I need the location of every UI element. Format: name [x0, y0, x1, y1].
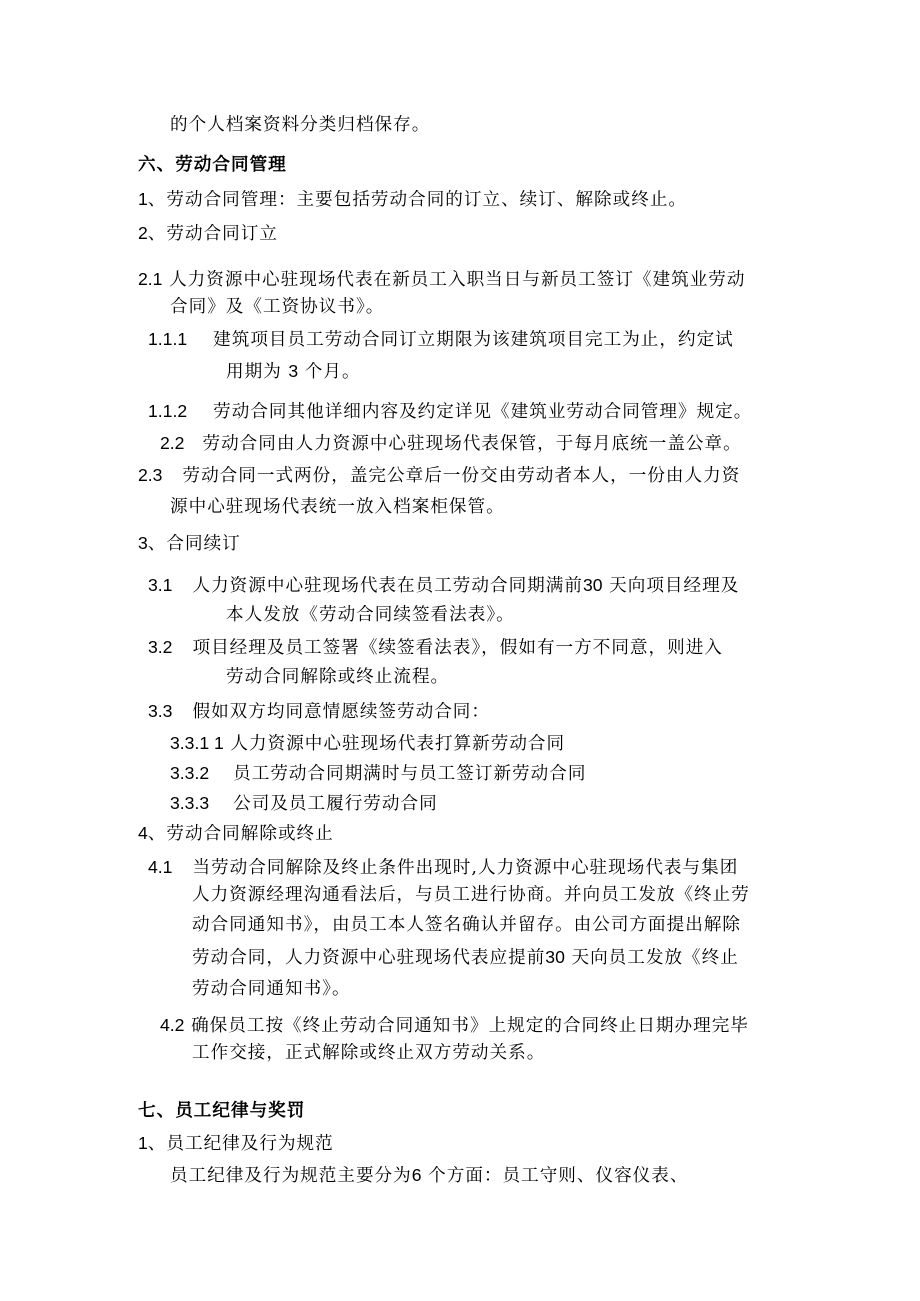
item-3-3-2-number: 3.3.2: [170, 763, 210, 783]
item-3: [138, 530, 241, 557]
item-3-text: 、合同续订: [147, 534, 241, 554]
item-1-1-2: [148, 398, 752, 425]
item-4-1-number: 4.1: [148, 857, 173, 877]
item-1-1-2-number: 1.1.2: [148, 401, 188, 421]
section-7-heading: 七、员工纪律与奖罚: [138, 1100, 306, 1121]
item-1-1-1-months: 3: [288, 361, 299, 381]
item-4-1-text-4b: 天向员工发放《终止: [571, 948, 739, 968]
item-3-3-1-number: 3.3.1 1: [170, 733, 224, 753]
item-3-3-2-text: 员工劳动合同期满时与员工签订新劳动合同: [233, 764, 587, 784]
item-3-3: [148, 698, 490, 725]
item-1: [138, 186, 687, 213]
section-6-heading: 六、劳动合同管理: [138, 154, 287, 175]
item-4-1-line2: 人力资源经理沟通看法后，与员工进行协商。并向员工发放《终止劳: [192, 885, 750, 905]
item-4-1-line4: [192, 944, 739, 971]
item-3-1-line2: 本人发放《劳动合同续签看法表》。: [226, 605, 515, 625]
item-3-2-line2: 劳动合同解除或终止流程。: [226, 667, 450, 687]
section-7-item-1-number: 1: [138, 1133, 148, 1153]
item-4: [138, 820, 334, 847]
item-2-3-text: 劳动合同一式两份，盖完公章后一份交由劳动者本人，一份由人力资: [182, 466, 741, 486]
item-1-1-1-text-b: 个月。: [304, 362, 361, 382]
item-4-1-line1: [148, 854, 738, 881]
item-1-number: 1: [138, 189, 148, 209]
item-3-number: 3: [138, 533, 148, 553]
item-3-3-2: [170, 760, 586, 787]
section-7-aspects-count: 6: [411, 1165, 422, 1185]
item-4-number: 4: [138, 823, 148, 843]
item-4-text: 、劳动合同解除或终止: [147, 824, 334, 844]
item-1-1-1-number: 1.1.1: [148, 329, 188, 349]
item-4-1-text-4a: 劳动合同，人力资源中心驻现场代表应提前: [192, 948, 546, 968]
item-2-2-number: 2.2: [160, 433, 185, 453]
continuation-text: 的个人档案资料分类归档保存。: [170, 115, 431, 135]
item-4-2-line2: 工作交接，正式解除或终止双方劳动关系。: [192, 1043, 546, 1063]
item-2-1-line2: 合同》及《工资协议书》。: [170, 297, 385, 317]
item-4-2-number: 4.2: [160, 1015, 185, 1035]
item-4-2-text: 确保员工按《终止劳动合同通知书》上规定的合同终止日期办理完毕: [191, 1016, 749, 1036]
item-2-3-number: 2.3: [138, 465, 163, 485]
item-3-2-text: 项目经理及员工签署《续签看法表》，假如有一方不同意，则进入: [192, 638, 723, 658]
item-3-3-1-text: 人力资源中心驻现场代表打算新劳动合同: [230, 734, 566, 754]
item-1-1-1-text-a: 用期为: [226, 362, 282, 382]
item-2-3-line2: 源中心驻现场代表统一放入档案柜保管。: [170, 497, 505, 517]
item-3-3-3: [170, 790, 438, 817]
item-2-1-number: 2.1: [138, 269, 163, 289]
item-3-2-number: 3.2: [148, 637, 173, 657]
item-4-1-line5: 劳动合同通知书》。: [192, 979, 351, 999]
item-3-3-number: 3.3: [148, 701, 173, 721]
item-2-2-text: 劳动合同由人力资源中心驻现场代表保管，于每月底统一盖公章。: [202, 434, 742, 454]
item-4-2-line1: [160, 1012, 749, 1039]
section-7-item-1-text: 、员工纪律及行为规范: [147, 1134, 334, 1154]
item-4-1-days: 30: [545, 947, 565, 967]
item-2-1-line1: [138, 266, 745, 293]
section-7-item-1: [138, 1130, 334, 1157]
item-3-1-number: 3.1: [148, 575, 173, 595]
item-2: [138, 220, 278, 247]
item-2-text: 、劳动合同订立: [147, 224, 278, 244]
item-3-1-days: 30: [582, 575, 603, 595]
item-1-1-1-line2: [226, 358, 361, 385]
item-2-3-line1: [138, 462, 740, 489]
item-1-1-2-text: 劳动合同其他详细内容及约定详见《建筑业劳动合同管理》规定。: [213, 402, 753, 422]
item-3-1-text-b: 天向项目经理及: [609, 576, 740, 596]
section-7-paragraph-a: 员工纪律及行为规范主要分为: [170, 1166, 412, 1186]
item-2-number: 2: [138, 223, 148, 243]
item-3-1-line1: [148, 572, 739, 599]
item-1-1-1-line1: [148, 326, 734, 353]
item-1-text: 、劳动合同管理：主要包括劳动合同的订立、续订、解除或终止。: [147, 190, 688, 210]
item-1-1-1-text: 建筑项目员工劳动合同订立期限为该建筑项目完工为止，约定试: [213, 330, 734, 350]
item-3-3-3-number: 3.3.3: [170, 793, 210, 813]
item-3-3-3-text: 公司及员工履行劳动合同: [233, 794, 438, 814]
item-3-3-1: [170, 730, 565, 757]
item-2-1-text: 人力资源中心驻现场代表在新员工入职当日与新员工签订《建筑业劳动: [169, 270, 746, 290]
section-7-paragraph: [170, 1162, 688, 1189]
item-2-2: [160, 430, 742, 457]
item-4-1-line3: 动合同通知书》，由员工本人签名确认并留存。由公司方面提出解除: [192, 915, 742, 935]
item-3-3-text: 假如双方均同意情愿续签劳动合同：: [192, 702, 490, 722]
item-3-2-line1: [148, 634, 723, 661]
item-4-1-text-1: 当劳动合同解除及终止条件出现时,人力资源中心驻现场代表与集团: [192, 858, 739, 878]
item-3-1-text-a: 人力资源中心驻现场代表在员工劳动合同期满前: [192, 576, 583, 596]
section-7-paragraph-b: 个方面：员工守则、仪容仪表、: [428, 1166, 689, 1186]
